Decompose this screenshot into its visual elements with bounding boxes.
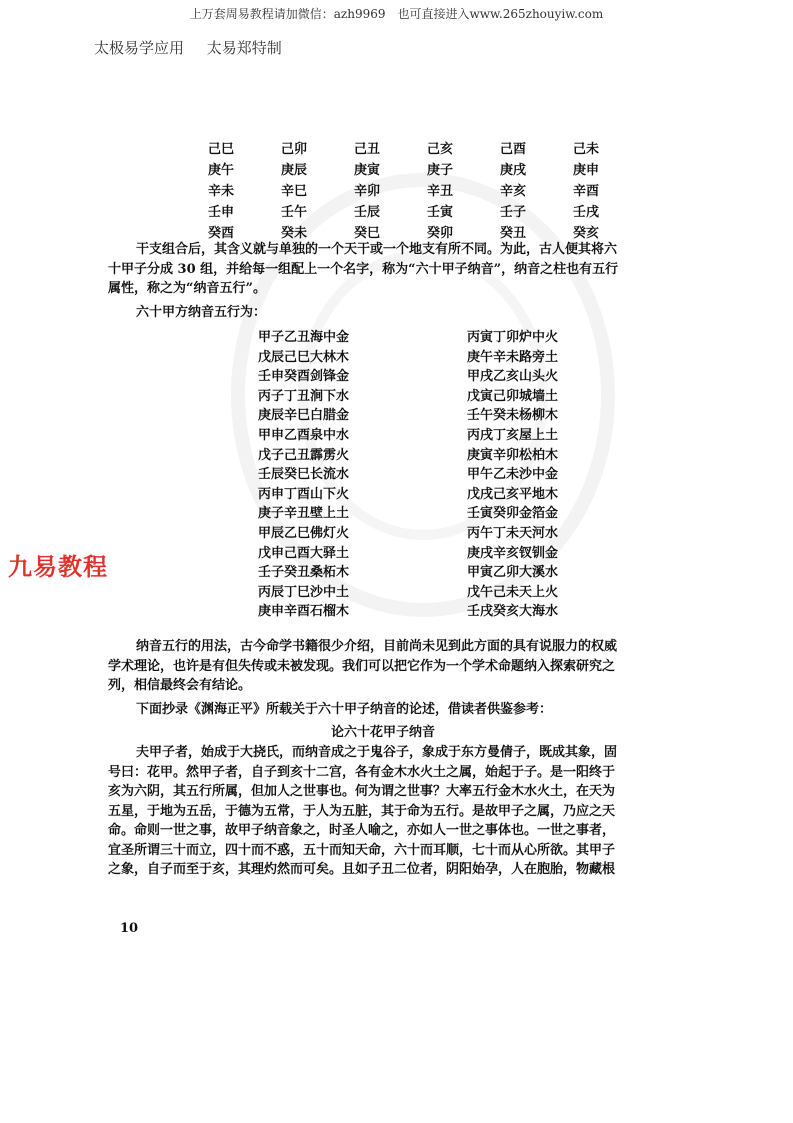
nayin-entry: 壬午癸未杨柳木: [467, 408, 559, 424]
nayin-entry: 壬申癸酉剑锋金: [258, 369, 350, 385]
text-line: 之象，自子而至于亥，其理灼然而可矣。且如子丑二位者，阴阳始孕，人在胞胎，物藏根: [108, 862, 616, 877]
ganzhi-cell: 癸巳: [354, 226, 381, 241]
nayin-entry: 甲子乙丑海中金: [258, 330, 350, 345]
top-banner: 上万套周易教程请加微信：azh9969 也可直接进入www.265zhouyiw.com: [189, 7, 604, 21]
nayin-entry: 甲戌乙亥山头火: [467, 369, 559, 385]
paragraph-treatise: [108, 743, 658, 880]
ganzhi-cell: 己巳: [208, 142, 235, 157]
nayin-entry: 甲申乙酉泉中水: [258, 427, 350, 443]
nayin-entry: 壬子癸丑桑柘木: [258, 565, 350, 581]
ganzhi-cell: 己酉: [500, 142, 527, 157]
ganzhi-cell: 己丑: [354, 142, 381, 157]
nayin-entry: 庚戌辛亥钗钏金: [467, 545, 559, 561]
nayin-entry: 庚辰辛巳白腊金: [258, 408, 350, 424]
ganzhi-cell: 壬子: [500, 205, 527, 220]
header-left: 太极易学应用: [94, 39, 185, 57]
nayin-entry: 丙午丁未天河水: [467, 525, 559, 541]
ganzhi-cell: 辛酉: [573, 184, 600, 199]
ganzhi-cell: 癸丑: [500, 226, 527, 241]
nayin-heading: [108, 303, 658, 323]
nayin-entry: 甲辰乙巳佛灯火: [258, 525, 350, 541]
nayin-entry: 甲寅乙卯大溪水: [467, 565, 559, 581]
text-line: 学术理论，也许是有但失传或未被发现。我们可以把它作为一个学术命题纳入探索研究之: [108, 658, 616, 674]
text-line: 纳音五行的用法，古今命学书籍很少介绍，目前尚未见到此方面的具有说服力的权威: [136, 639, 618, 654]
header-right: 太易郑特制: [206, 39, 282, 57]
ganzhi-table: [208, 141, 646, 243]
ganzhi-cell: 壬辰: [354, 205, 381, 220]
ganzhi-cell: 壬寅: [427, 205, 454, 220]
ganzhi-cell: 庚申: [573, 163, 600, 178]
nayin-entry: 丙申丁酉山下火: [258, 486, 350, 502]
nayin-table: [258, 328, 597, 622]
nayin-entry: 丙寅丁卯炉中火: [467, 330, 559, 345]
red-stamp-label: 九易教程: [8, 553, 108, 581]
text-line: 下面抄录《渊海正平》所载关于六十甲子纳音的论述，借读者供鉴参考：: [136, 702, 553, 717]
ganzhi-cell: 己未: [573, 142, 600, 157]
section-title: 论六十花甲子纳音: [330, 725, 435, 740]
text-line: 十甲子分成 30 组，并给每一组配上一个名字，称为“六十甲子纳音”，纳音之柱也有五行: [108, 261, 619, 277]
text-line: 五星，于地为五岳，于德为五常，于人为五脏，其于命为五行。是故甲子之属，乃应之天: [108, 803, 616, 819]
nayin-entry: 戊申己酉大驿土: [258, 545, 350, 561]
ganzhi-cell: 辛卯: [354, 184, 381, 199]
nayin-entry: 庚午辛未路旁土: [467, 349, 559, 365]
text-line: 六十甲方纳音五行为：: [136, 305, 267, 320]
nayin-entry: 戊戌己亥平地木: [467, 486, 559, 502]
ganzhi-cell: 辛巳: [281, 184, 308, 199]
nayin-entry: 壬寅癸卯金箔金: [467, 506, 559, 522]
page-header: [94, 37, 282, 58]
nayin-entry: 戊寅己卯城墙土: [467, 388, 559, 404]
nayin-entry: 庚申辛酉石榴木: [258, 604, 350, 620]
nayin-entry: 庚寅辛卯松柏木: [467, 447, 559, 463]
text-line: 亥为六阴，其五行所属，但加人之世事也。何为谓之世事？大率五行金木水火土，在天为: [108, 784, 616, 799]
paragraph-quote-intro: [108, 700, 658, 720]
text-line: 夫甲子者，始成于大挠氏，而纳音成之于鬼谷子，象成于东方曼倩子，既成其象，固: [136, 745, 618, 760]
nayin-entry: 丙子丁丑涧下水: [258, 388, 350, 404]
ganzhi-cell: 癸未: [281, 226, 308, 241]
ganzhi-cell: 己亥: [427, 142, 454, 157]
ganzhi-cell: 辛亥: [500, 184, 527, 199]
nayin-entry: 丙辰丁巳沙中土: [258, 584, 350, 600]
nayin-entry: 庚子辛丑壁上土: [258, 506, 350, 522]
text-line: 宜圣所谓三十而立，四十而不惑，五十而知天命，六十而耳顺，七十而从心所欲。其甲子: [108, 842, 616, 858]
text-line: 列，相信最终会有结论。: [108, 678, 252, 693]
ganzhi-cell: 己卯: [281, 142, 308, 157]
ganzhi-cell: 庚寅: [354, 163, 381, 178]
ganzhi-cell: 庚子: [427, 163, 454, 178]
ganzhi-cell: 庚午: [208, 163, 235, 178]
paragraph-usage: [108, 637, 658, 696]
text-line: 干支组合后，其含义就与单独的一个天干或一个地支有所不同。为此，古人便其将六: [136, 242, 618, 257]
ganzhi-cell: 辛丑: [427, 184, 454, 199]
ganzhi-cell: 癸亥: [573, 226, 600, 241]
ganzhi-cell: 庚辰: [281, 163, 308, 178]
ganzhi-cell: 壬戌: [573, 205, 600, 220]
nayin-entry: 甲午乙未沙中金: [467, 467, 559, 483]
ganzhi-cell: 壬午: [281, 205, 308, 220]
text-line: 属性，称之为“纳音五行”。: [108, 281, 266, 296]
ganzhi-cell: 壬申: [208, 205, 235, 220]
nayin-entry: 戊午己未天上火: [467, 584, 559, 600]
nayin-entry: 戊辰己巳大林木: [258, 349, 350, 365]
paragraph-ganzhi-intro: [108, 240, 658, 299]
page-number: 10: [120, 921, 139, 936]
text-line: 命。命则一世之事，故甲子纳音象之，时圣人喻之，亦如人一世之事体也。一世之事者，: [108, 823, 616, 838]
ganzhi-cell: 庚戌: [500, 163, 527, 178]
nayin-entry: 壬戌癸亥大海水: [467, 604, 559, 620]
nayin-entry: 丙戌丁亥屋上土: [467, 427, 559, 443]
nayin-entry: 戊子己丑霹雳火: [258, 447, 350, 463]
ganzhi-cell: 辛未: [208, 184, 235, 199]
text-line: 号曰：花甲。然甲子者，自子到亥十二宫，各有金木水火土之属，始起于子。是一阳终于: [108, 764, 616, 780]
ganzhi-cell: 癸卯: [427, 226, 454, 241]
ganzhi-cell: 癸酉: [208, 226, 235, 241]
nayin-entry: 壬辰癸巳长流水: [258, 467, 350, 483]
